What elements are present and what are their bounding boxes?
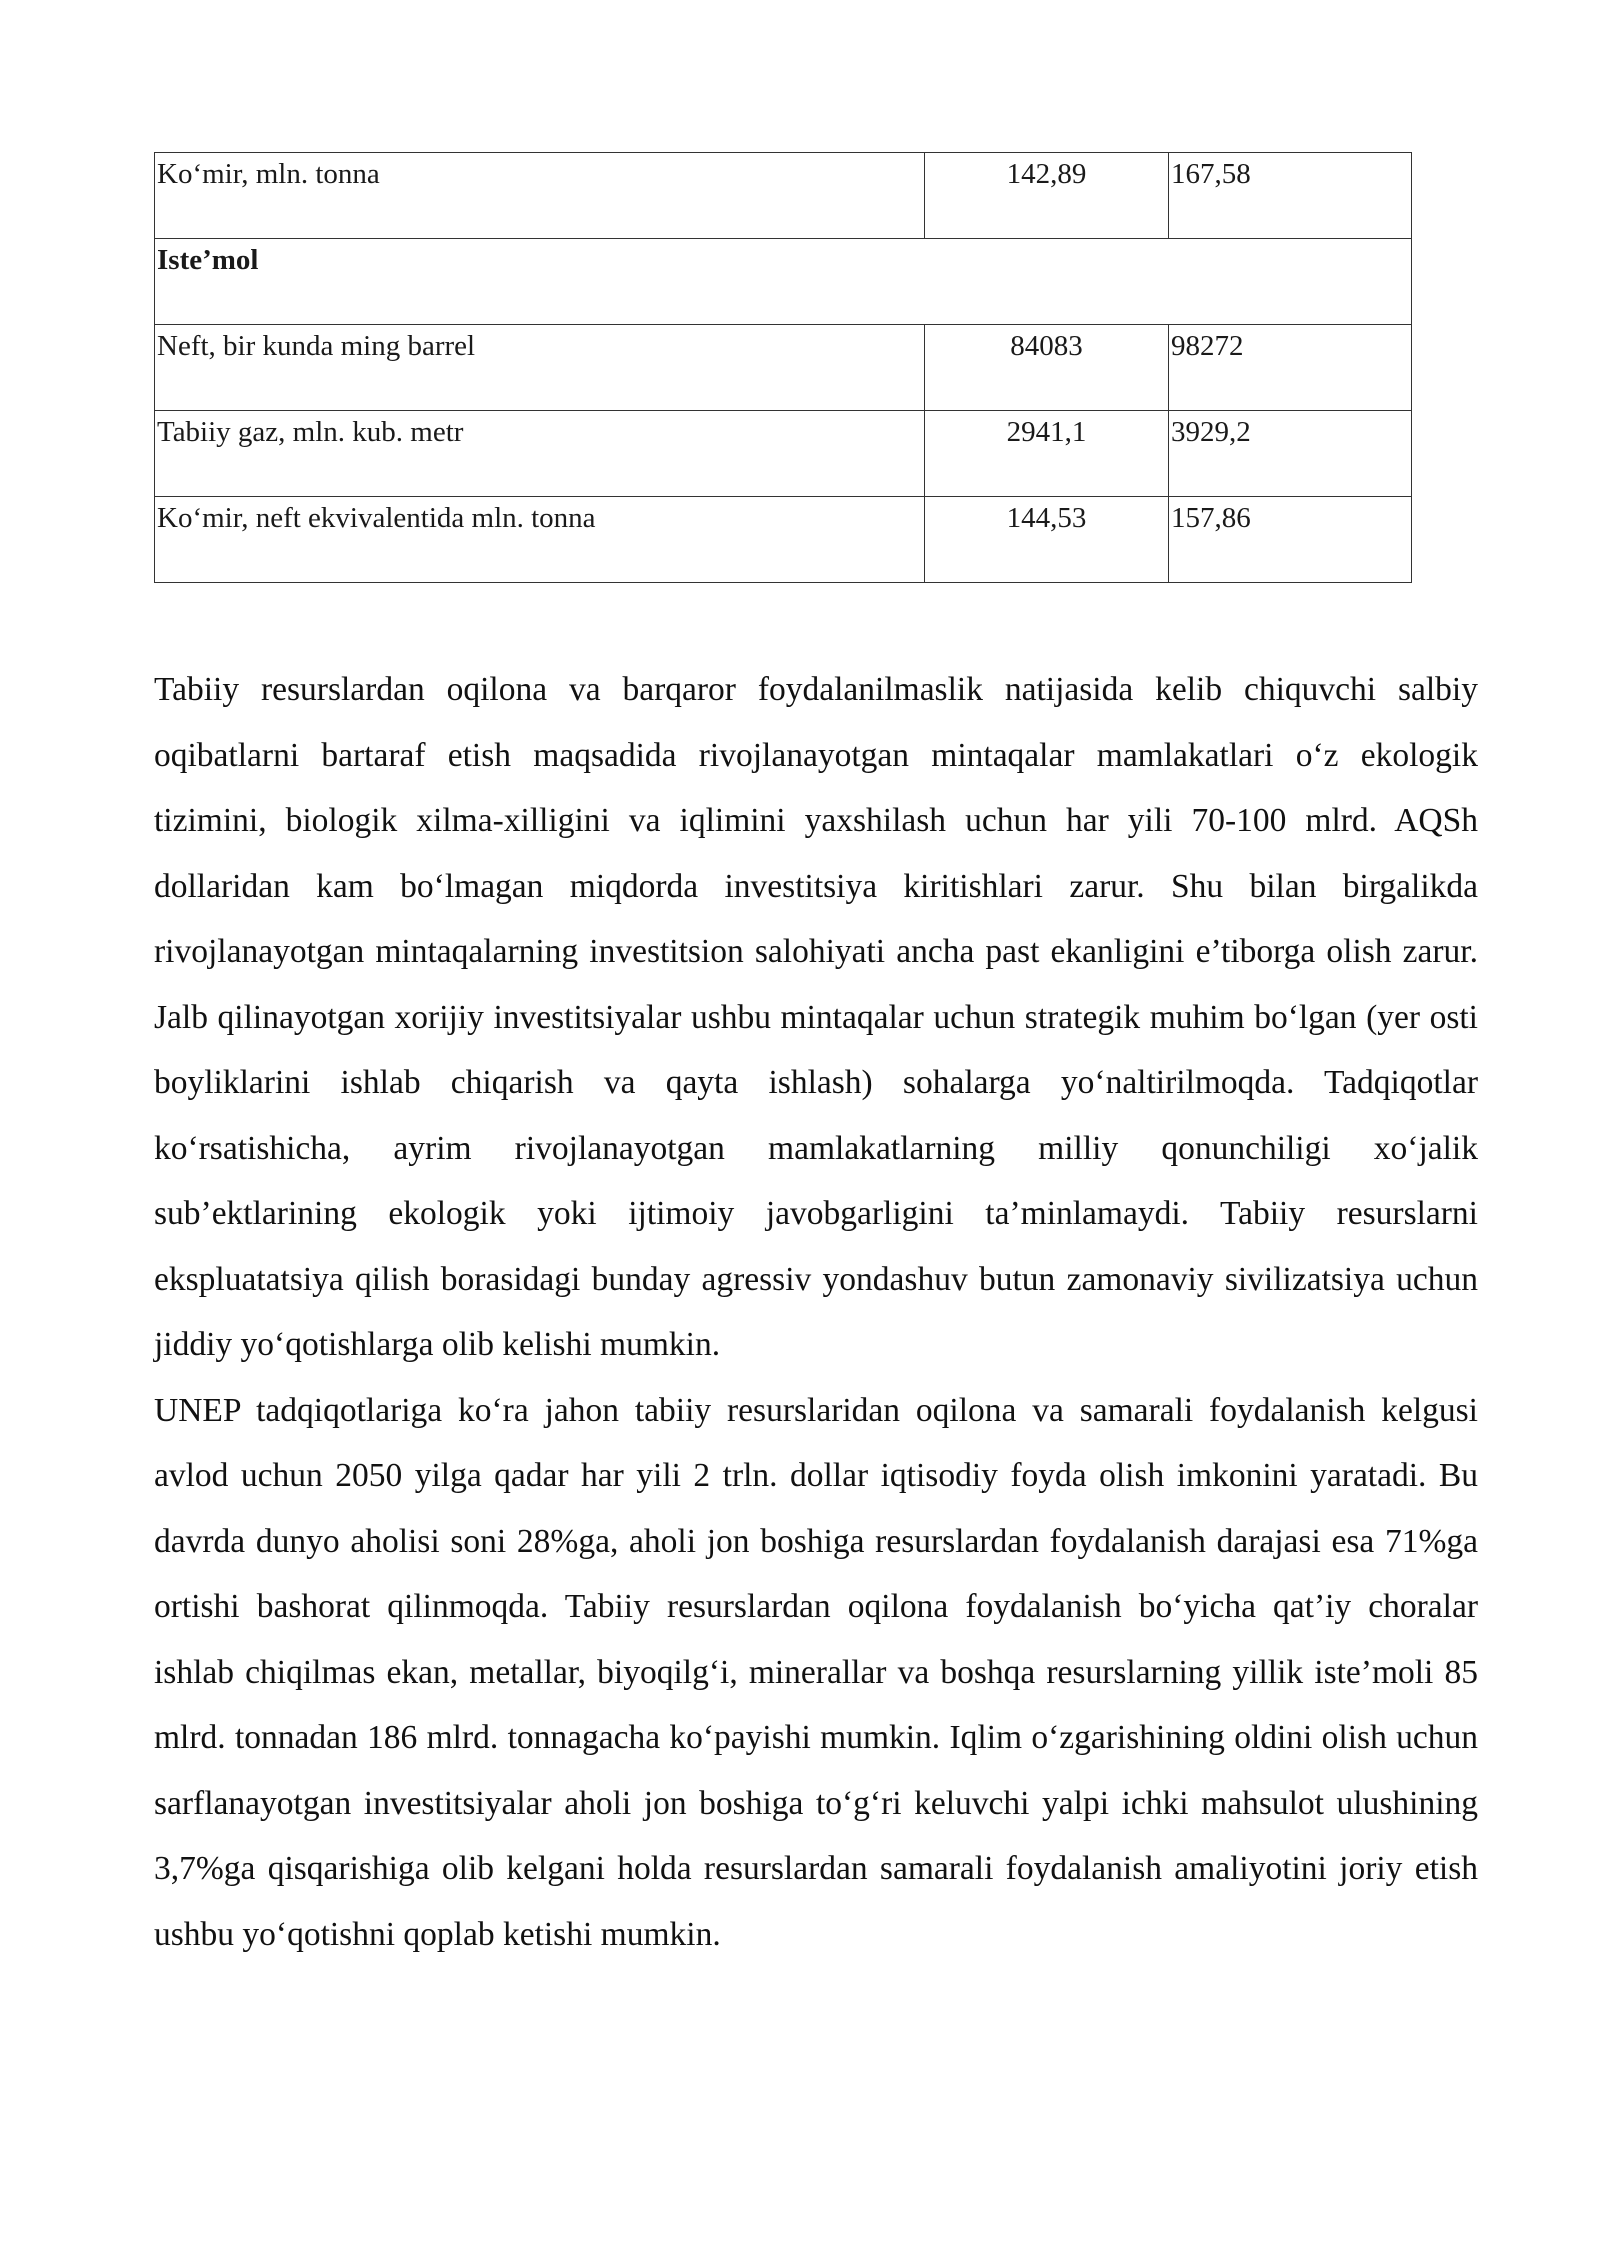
table-row: [155, 325, 1412, 411]
table-row: [155, 497, 1412, 583]
row-label: Ko‘mir, neft ekvivalentida mln. tonna: [155, 497, 925, 583]
row-value-2: 3929,2: [1169, 411, 1412, 497]
paragraph: UNEP tadqiqotlariga ko‘ra jahon tabiiy resurslaridan oqilona va samarali foydalanish kelgusi avlod uchun 2050 yilga qadar har yili 2 trln. dollar iqtisodiy foyda olish imkonini yaratadi. Bu davrda dunyo aholisi soni 28%ga, aholi jon boshiga resurslardan foydalanish darajasi esa 71%ga ortishi bashorat qilinmoqda. Tabiiy resurslardan oqilona foydalanish bo‘yicha qat’iy choralar ishlab chiqilmas ekan, metallar, biyoqilg‘i, minerallar va boshqa resurslarning yillik iste’moli 85 mlrd. tonnadan 186 mlrd. tonnagacha ko‘payishi mumkin. Iqlim o‘zgarishining oldini olish uchun sarflanayotgan investitsiyalar aholi jon boshiga to‘g‘ri keluvchi yalpi ichki mahsulot ulushining 3,7%ga qisqarishiga olib kelgani holda resurslardan samarali foydalanish amaliyotini joriy etish ushbu yo‘qotishni qoplab ketishi mumkin.: [154, 1391, 1478, 1953]
table-section-row: [155, 239, 1412, 325]
section-heading: Iste’mol: [155, 239, 1412, 325]
data-table: [154, 152, 1412, 583]
row-value-2: 157,86: [1169, 497, 1412, 583]
row-label: Tabiiy gaz, mln. kub. metr: [155, 411, 925, 497]
row-value-1: 2941,1: [925, 411, 1169, 497]
row-value-1: 144,53: [925, 497, 1169, 583]
row-value-1: 142,89: [925, 153, 1169, 239]
paragraph: Tabiiy resurslardan oqilona va barqaror foydalanilmaslik natijasida kelib chiquvchi salbiy oqibatlarni bartaraf etish maqsadida rivojlanayotgan mintaqalar mamlakatlari o‘z ekologik tizimini, biologik xilma-xilligini va iqlimini yaxshilash uchun har yili 70-100 mlrd. AQSh dollaridan kam bo‘lmagan miqdorda investitsiya kiritishlari zarur. Shu bilan birgalikda rivojlanayotgan mintaqalarning investitsion salohiyati ancha past ekanligini e’tiborga olish zarur. Jalb qilinayotgan xorijiy investitsiyalar ushbu mintaqalar uchun strategik muhim bo‘lgan (yer osti boyliklarini ishlab chiqarish va qayta ishlash) sohalarga yo‘naltirilmoqda. Tadqiqotlar ko‘rsatishicha, ayrim rivojlanayotgan mamlakatlarning milliy qonunchiligi xo‘jalik sub’ektlarining ekologik yoki ijtimoiy javobgarligini ta’minlamaydi. Tabiiy resurslarni ekspluatatsiya qilish borasidagi bunday agressiv yondashuv butun zamonaviy sivilizatsiya uchun jiddiy yo‘qotishlarga olib kelishi mumkin.: [154, 671, 1478, 1363]
row-label: Ko‘mir, mln. tonna: [155, 153, 925, 239]
row-value-2: 98272: [1169, 325, 1412, 411]
row-label: Neft, bir kunda ming barrel: [155, 325, 925, 411]
row-value-2: 167,58: [1169, 153, 1412, 239]
table-row: [155, 153, 1412, 239]
table-row: [155, 411, 1412, 497]
body-text: [154, 657, 1478, 1967]
row-value-1: 84083: [925, 325, 1169, 411]
